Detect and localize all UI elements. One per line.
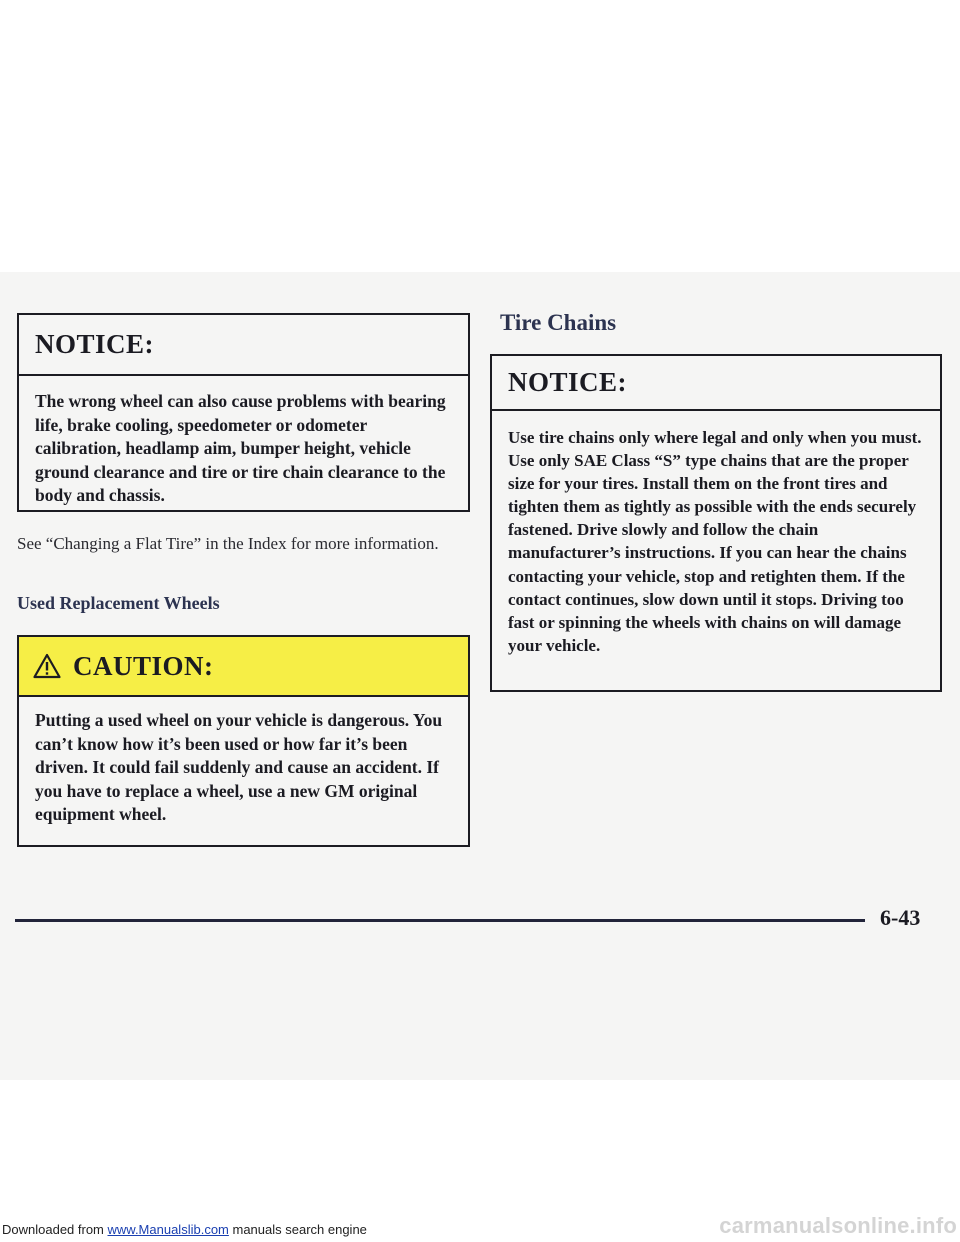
page-number: 6-43: [880, 905, 921, 930]
see-changing-flat-tire-text: See “Changing a Flat Tire” in the Index for more information.: [17, 534, 439, 553]
notice-box-wrong-wheel: [17, 313, 470, 512]
notice-heading: NOTICE:: [492, 356, 940, 411]
notice-text: Use tire chains only where legal and only when you must. Use only SAE Class “S” type chains that are the proper size for your tires. Install them on the front tires and tighten them as tightly as possible with the ends securely fastened. Drive slowly and follow the chain manufacturer’s instructions. If you can hear the chains contacting your vehicle, stop and retighten them. If the contact continues, slow down until it stops. Driving too fast or spinning the wheels with chains on will damage your vehicle.: [508, 428, 922, 655]
caution-heading: CAUTION:: [73, 650, 214, 681]
caution-heading-band: [19, 637, 468, 697]
caution-box-used-wheel: [17, 635, 470, 847]
tire-chains-title: Tire Chains: [500, 310, 617, 335]
footer-rule: [15, 919, 865, 922]
notice-box-tire-chains: [490, 354, 942, 692]
manualslib-link[interactable]: www.Manualslib.com: [107, 1222, 229, 1237]
footer-prefix: Downloaded from: [2, 1222, 108, 1237]
notice-heading: NOTICE:: [19, 315, 468, 376]
notice-text: The wrong wheel can also cause problems with bearing life, brake cooling, speedometer or odometer calibration, headlamp aim, bumper height, vehicle ground clearance and tire or tire chain clearance to the body and chassis.: [35, 391, 446, 505]
download-footer: [2, 1222, 367, 1237]
used-replacement-wheels-heading: Used Replacement Wheels: [17, 593, 220, 613]
warning-triangle-icon: [33, 653, 61, 679]
footer-suffix: manuals search engine: [228, 1222, 367, 1237]
watermark: carmanualsonline.info: [719, 1213, 957, 1238]
caution-text: Putting a used wheel on your vehicle is dangerous. You can’t know how it’s been used or how far it’s been driven. It could fail suddenly and cause an accident. If you have to replace a wheel, use a new GM original equipment wheel.: [35, 710, 443, 824]
